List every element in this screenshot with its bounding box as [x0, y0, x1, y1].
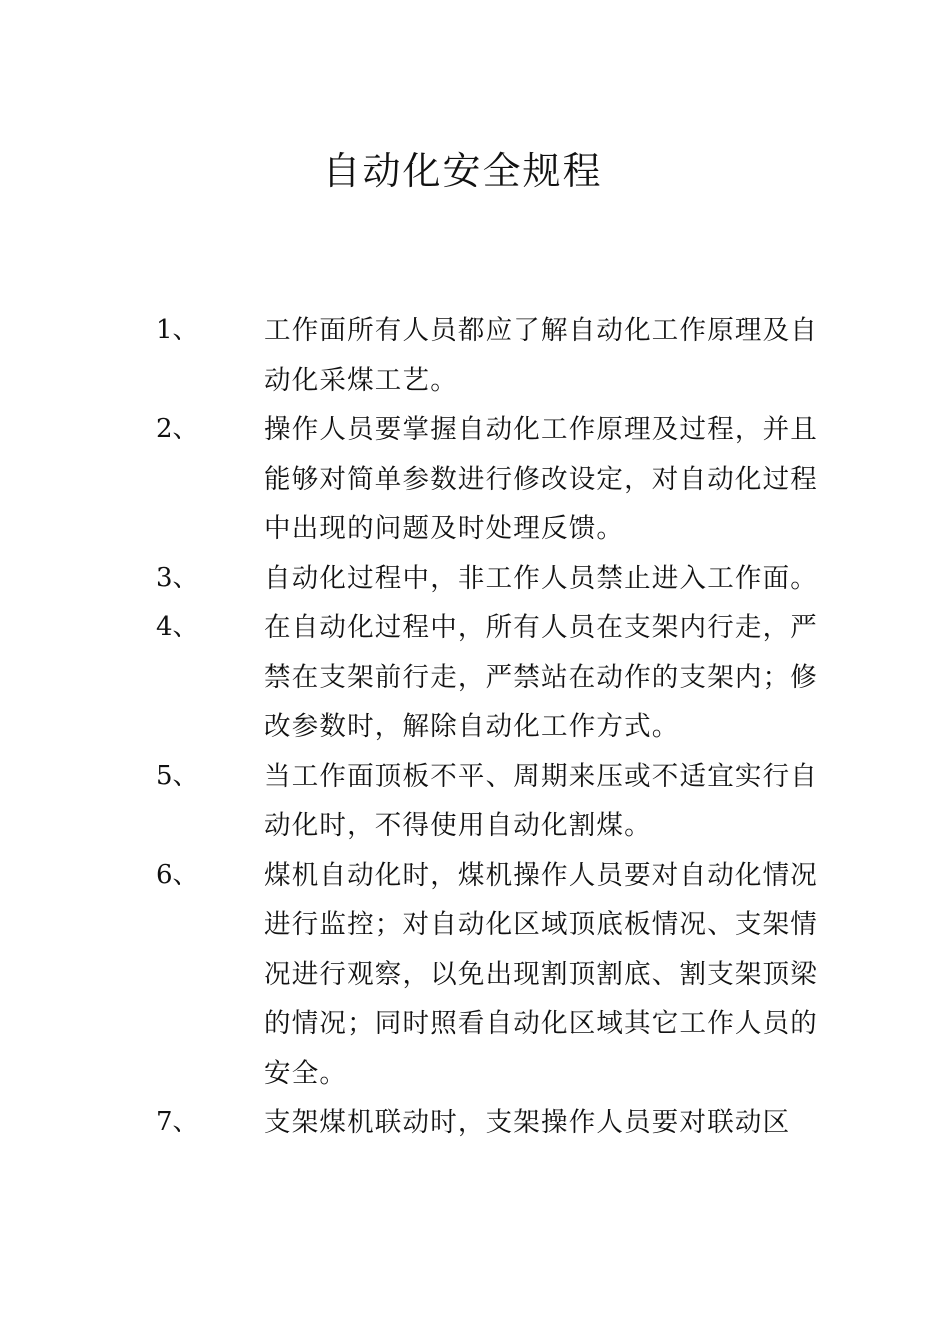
item-text: 自动化过程中，非工作人员禁止进入工作面。 — [264, 562, 818, 594]
list-item — [156, 1098, 856, 1148]
list-item — [156, 405, 856, 554]
safety-rules-list — [156, 306, 856, 1148]
item-number: 4、 — [156, 612, 199, 642]
item-text: 工作面所有人员都应了解自动化工作原理及自动化采煤工艺。 — [264, 315, 818, 396]
item-number: 5、 — [156, 760, 199, 791]
item-number: 3、 — [156, 562, 199, 593]
list-item — [156, 306, 856, 405]
item-text: 煤机自动化时，煤机操作人员要对自动化情况进行监控；对自动化区域顶底板情况、支架情况进行观察，以免出现割顶割底、割支架顶梁的情况；同时照看自动化区域其它工作人员的安全。 — [264, 859, 818, 1089]
item-text: 当工作面顶板不平、周期来压或不适宜实行自动化时，不得使用自动化割煤。 — [264, 760, 818, 841]
item-number: 1、 — [156, 315, 199, 345]
document-title: 自动化安全规程 — [322, 149, 603, 193]
item-number: 6、 — [156, 859, 199, 890]
item-number: 2、 — [156, 414, 199, 444]
list-item — [156, 752, 856, 851]
item-text: 在自动化过程中，所有人员在支架内行走，严禁在支架前行走，严禁站在动作的支架内；修改参数时，解除自动化工作方式。 — [264, 612, 818, 742]
item-number: 7、 — [156, 1107, 199, 1137]
list-item — [156, 554, 856, 604]
item-text: 支架煤机联动时，支架操作人员要对联动区 — [264, 1107, 791, 1138]
item-text: 操作人员要掌握自动化工作原理及过程，并且能够对简单参数进行修改设定，对自动化过程中出现的问题及时处理反馈。 — [264, 414, 818, 544]
list-item — [156, 603, 856, 752]
list-item — [156, 851, 856, 1099]
